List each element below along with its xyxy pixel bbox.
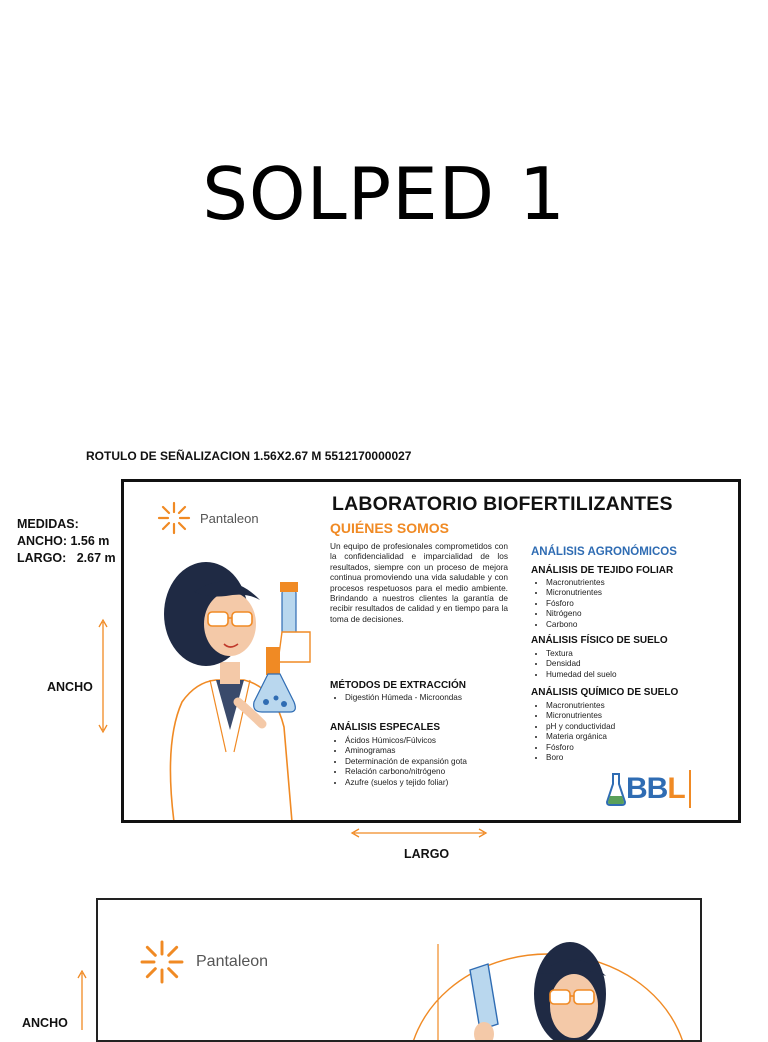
medidas-block <box>17 516 116 567</box>
list-item: • Digestión Húmeda - Microondas <box>345 693 462 703</box>
arrow-vertical-icon <box>96 618 110 734</box>
rotulo-caption: ROTULO DE SEÑALIZACION 1.56X2.67 M 5512170000027 <box>86 449 412 463</box>
pantaleon-logo-icon <box>138 938 186 986</box>
flask-icon <box>606 772 626 806</box>
scientist-illustration <box>398 924 698 1042</box>
metodos-heading: MÉTODOS DE EXTRACCIÓN <box>330 680 466 691</box>
ancho-label: ANCHO <box>47 680 93 694</box>
arrow-horizontal-icon <box>350 826 488 840</box>
bbl-letter-l: L <box>667 772 685 805</box>
bbl-letter-b2: B <box>646 772 668 805</box>
list-item: • Densidad <box>546 659 617 669</box>
pantaleon-logo-text: Pantaleon <box>200 510 259 526</box>
medidas-largo: LARGO: 2.67 m <box>17 551 116 565</box>
list-item: • pH y conductividad <box>546 722 615 732</box>
especiales-heading: ANÁLISIS ESPECALES <box>330 722 441 733</box>
agro-heading: ANÁLISIS AGRONÓMICOS <box>531 546 677 558</box>
bbl-logo <box>606 770 691 808</box>
list-item: • Textura <box>546 649 617 659</box>
pantaleon-logo-text: Pantaleon <box>196 953 269 970</box>
signage-board-2 <box>96 898 702 1042</box>
medidas-heading: MEDIDAS: <box>17 517 79 531</box>
list-item: • Macronutrientes <box>546 701 615 711</box>
list-item: • Aminogramas <box>345 746 467 756</box>
list-item: • Humedad del suelo <box>546 670 617 680</box>
list-item: • Azufre (suelos y tejido foliar) <box>345 778 467 788</box>
signage-board <box>121 479 741 823</box>
fisico-heading: ANÁLISIS FÍSICO DE SUELO <box>531 635 668 646</box>
arrow-vertical-icon <box>76 970 88 1030</box>
list-item: • Boro <box>546 753 615 763</box>
largo-label: LARGO <box>404 847 450 861</box>
bbl-divider <box>689 770 691 808</box>
list-item: • Materia orgánica <box>546 732 615 742</box>
list-item: • Fósforo <box>546 599 605 609</box>
list-item: • Micronutrientes <box>546 711 615 721</box>
foliar-list <box>531 578 605 630</box>
list-item: • Macronutrientes <box>546 578 605 588</box>
pantaleon-logo-2 <box>138 938 268 986</box>
quimico-list <box>531 701 615 763</box>
list-item: • Fósforo <box>546 743 615 753</box>
fisico-list <box>531 649 617 680</box>
list-item: • Ácidos Húmicos/Fúlvicos <box>345 736 467 746</box>
medidas-ancho: ANCHO: 1.56 m <box>17 534 110 548</box>
quienes-heading: QUIÉNES SOMOS <box>330 520 450 536</box>
page-title: SOLPED 1 <box>202 152 566 236</box>
foliar-heading: ANÁLISIS DE TEJIDO FOLIAR <box>531 565 674 576</box>
list-item: • Relación carbono/nitrógeno <box>345 767 467 777</box>
quienes-text: Un equipo de profesionales comprometidos con la confidencialidad e imparcialidad de los resultados, siempre con un proceso de mejora continua promoviendo una vida saludable y con procesos respetuosos para el medio ambiente. Brindando a nuestros clientes la garantía de recibir resultados de calidad y en tiempo para la toma de decisiones. <box>330 541 508 624</box>
pantaleon-logo-icon <box>156 500 192 536</box>
especiales-list <box>330 736 467 788</box>
list-item: • Nitrógeno <box>546 609 605 619</box>
pantaleon-logo <box>156 500 259 536</box>
list-item: • Carbono <box>546 620 605 630</box>
list-item: • Determinación de expansión gota <box>345 757 467 767</box>
bbl-letter-b1: B <box>626 772 647 805</box>
quimico-heading: ANÁLISIS QUÍMICO DE SUELO <box>531 687 679 698</box>
scientist-illustration <box>134 552 324 822</box>
ancho-label-2: ANCHO <box>22 1016 68 1030</box>
board-title: LABORATORIO BIOFERTILIZANTES <box>332 493 673 515</box>
metodos-list <box>330 693 462 703</box>
list-item: • Micronutrientes <box>546 588 605 598</box>
